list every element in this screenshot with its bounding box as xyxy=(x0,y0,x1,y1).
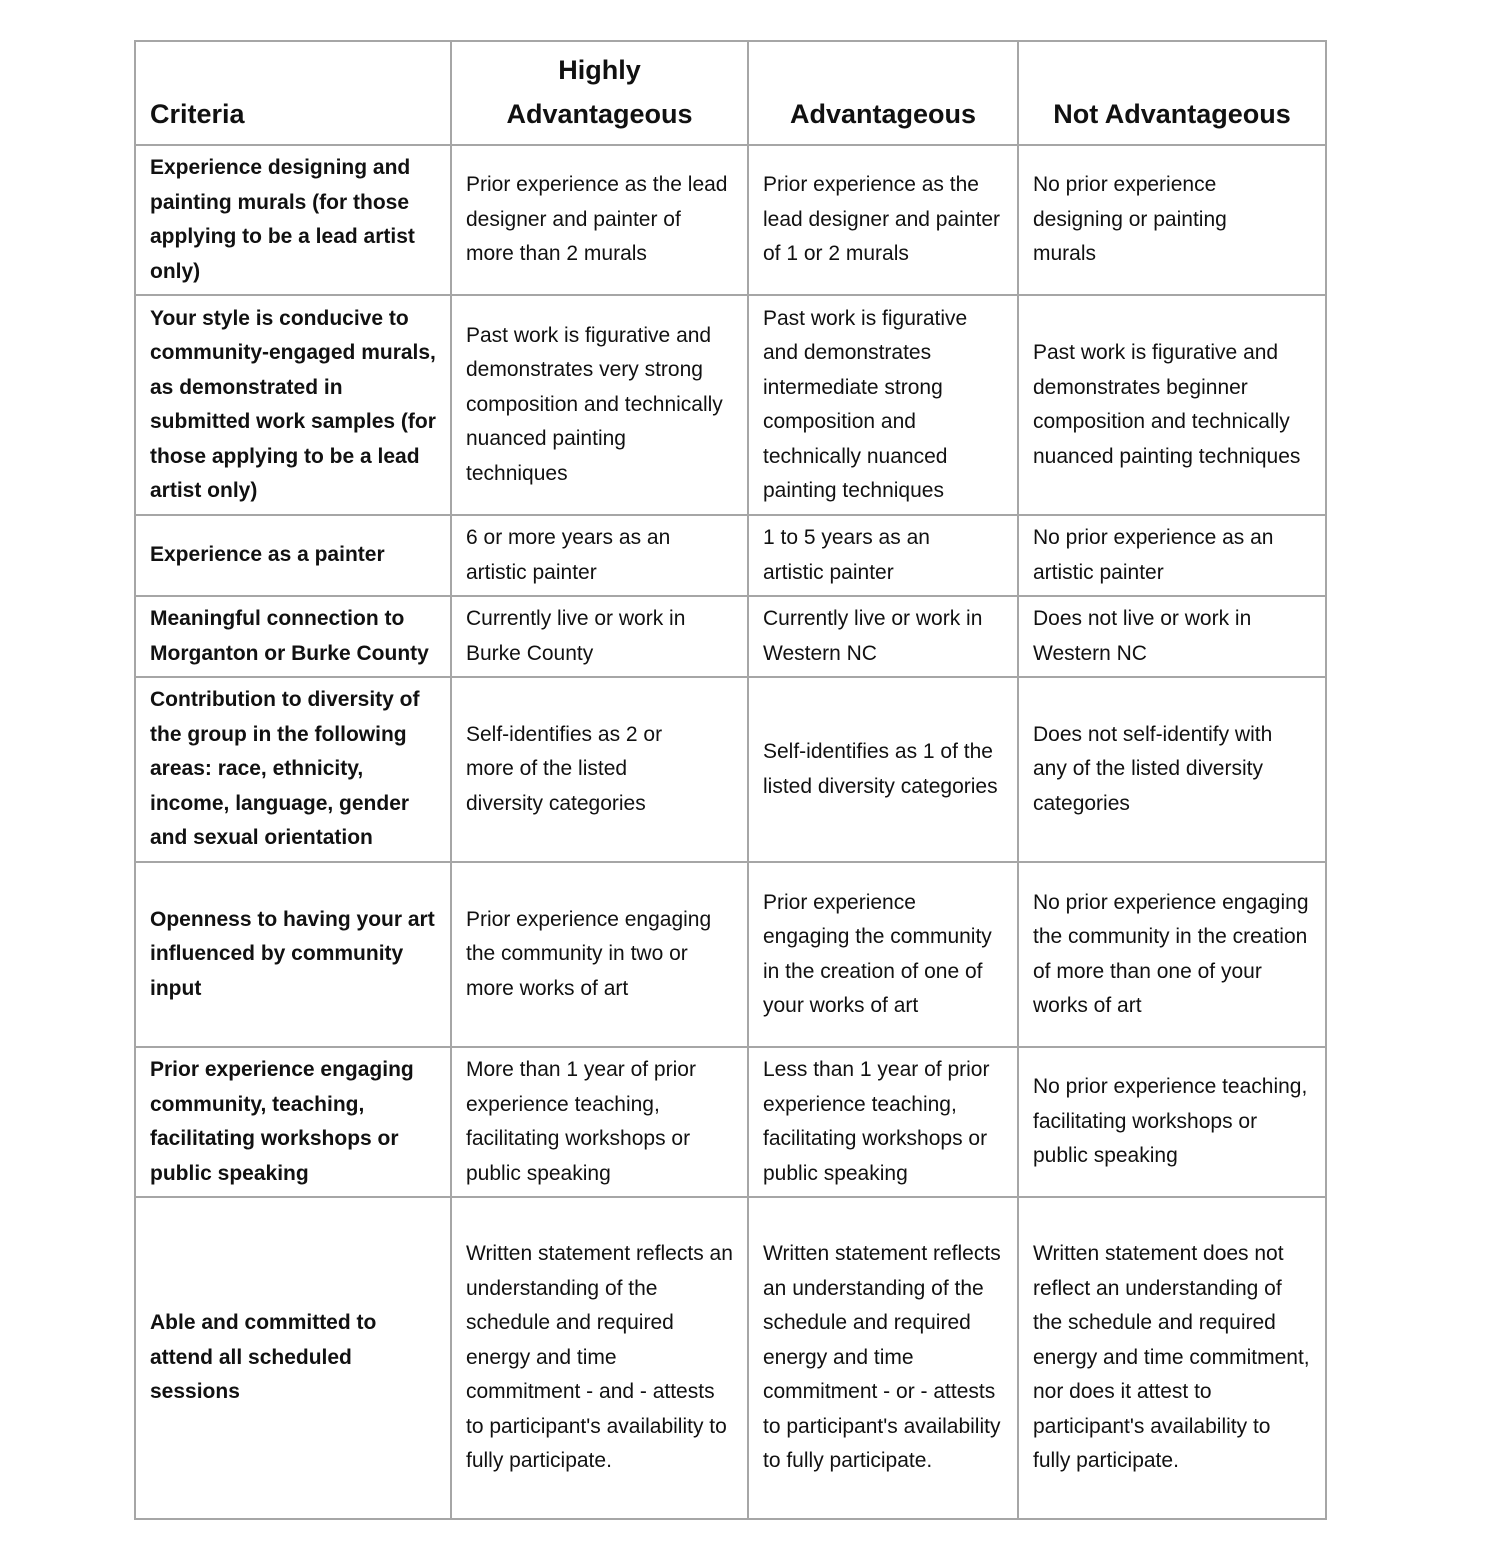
advantageous-cell: Self-identifies as 1 of the listed diversity categories xyxy=(748,677,1018,862)
table-row xyxy=(135,1197,1326,1519)
header-highly-advantageous: Highly Advantageous xyxy=(451,41,748,145)
criterion-cell: Experience designing and painting murals (for those applying to be a lead artist only) xyxy=(135,145,451,295)
advantageous-cell: Prior experience engaging the community in the creation of one of your works of art xyxy=(748,862,1018,1047)
advantageous-cell: Prior experience as the lead designer and painter of 1 or 2 murals xyxy=(748,145,1018,295)
header-criteria: Criteria xyxy=(135,41,451,145)
not-advantageous-cell: No prior experience designing or painting murals xyxy=(1018,145,1326,295)
criterion-cell: Meaningful connection to Morganton or Burke County xyxy=(135,596,451,677)
table-row xyxy=(135,1047,1326,1197)
not-advantageous-cell: Written statement does not reflect an understanding of the schedule and required energy and time commitment, nor does it attest to participant's availability to fully participate. xyxy=(1018,1197,1326,1519)
table-row xyxy=(135,145,1326,295)
highly-advantageous-cell: Self-identifies as 2 or more of the listed diversity categories xyxy=(451,677,748,862)
not-advantageous-cell: Past work is figurative and demonstrates beginner composition and technically nuanced painting techniques xyxy=(1018,295,1326,515)
not-advantageous-cell: Does not self-identify with any of the listed diversity categories xyxy=(1018,677,1326,862)
criterion-cell: Your style is conducive to community-engaged murals, as demonstrated in submitted work samples (for those applying to be a lead artist only) xyxy=(135,295,451,515)
advantageous-cell: Currently live or work in Western NC xyxy=(748,596,1018,677)
header-not-advantageous: Not Advantageous xyxy=(1018,41,1326,145)
not-advantageous-cell: No prior experience as an artistic painter xyxy=(1018,515,1326,596)
criteria-table xyxy=(134,40,1327,1520)
criterion-cell: Prior experience engaging community, teaching, facilitating workshops or public speaking xyxy=(135,1047,451,1197)
criterion-cell: Able and committed to attend all scheduled sessions xyxy=(135,1197,451,1519)
highly-advantageous-cell: 6 or more years as an artistic painter xyxy=(451,515,748,596)
advantageous-cell: Written statement reflects an understanding of the schedule and required energy and time commitment - or - attests to participant's availability to fully participate. xyxy=(748,1197,1018,1519)
advantageous-cell: Less than 1 year of prior experience teaching, facilitating workshops or public speaking xyxy=(748,1047,1018,1197)
highly-advantageous-cell: Written statement reflects an understanding of the schedule and required energy and time commitment - and - attests to participant's availability to fully participate. xyxy=(451,1197,748,1519)
header-row xyxy=(135,41,1326,145)
header-advantageous: Advantageous xyxy=(748,41,1018,145)
table-row xyxy=(135,596,1326,677)
highly-advantageous-cell: Past work is figurative and demonstrates very strong composition and technically nuanced painting techniques xyxy=(451,295,748,515)
table-row xyxy=(135,295,1326,515)
highly-advantageous-cell: Prior experience engaging the community in two or more works of art xyxy=(451,862,748,1047)
advantageous-cell: Past work is figurative and demonstrates intermediate strong composition and technically nuanced painting techniques xyxy=(748,295,1018,515)
not-advantageous-cell: Does not live or work in Western NC xyxy=(1018,596,1326,677)
not-advantageous-cell: No prior experience engaging the community in the creation of more than one of your works of art xyxy=(1018,862,1326,1047)
highly-advantageous-cell: Currently live or work in Burke County xyxy=(451,596,748,677)
table-row xyxy=(135,515,1326,596)
criterion-cell: Contribution to diversity of the group in the following areas: race, ethnicity, income, language, gender and sexual orientation xyxy=(135,677,451,862)
highly-advantageous-cell: Prior experience as the lead designer and painter of more than 2 murals xyxy=(451,145,748,295)
table-row xyxy=(135,862,1326,1047)
criterion-cell: Openness to having your art influenced by community input xyxy=(135,862,451,1047)
table-row xyxy=(135,677,1326,862)
highly-advantageous-cell: More than 1 year of prior experience teaching, facilitating workshops or public speaking xyxy=(451,1047,748,1197)
criterion-cell: Experience as a painter xyxy=(135,515,451,596)
not-advantageous-cell: No prior experience teaching, facilitating workshops or public speaking xyxy=(1018,1047,1326,1197)
advantageous-cell: 1 to 5 years as an artistic painter xyxy=(748,515,1018,596)
